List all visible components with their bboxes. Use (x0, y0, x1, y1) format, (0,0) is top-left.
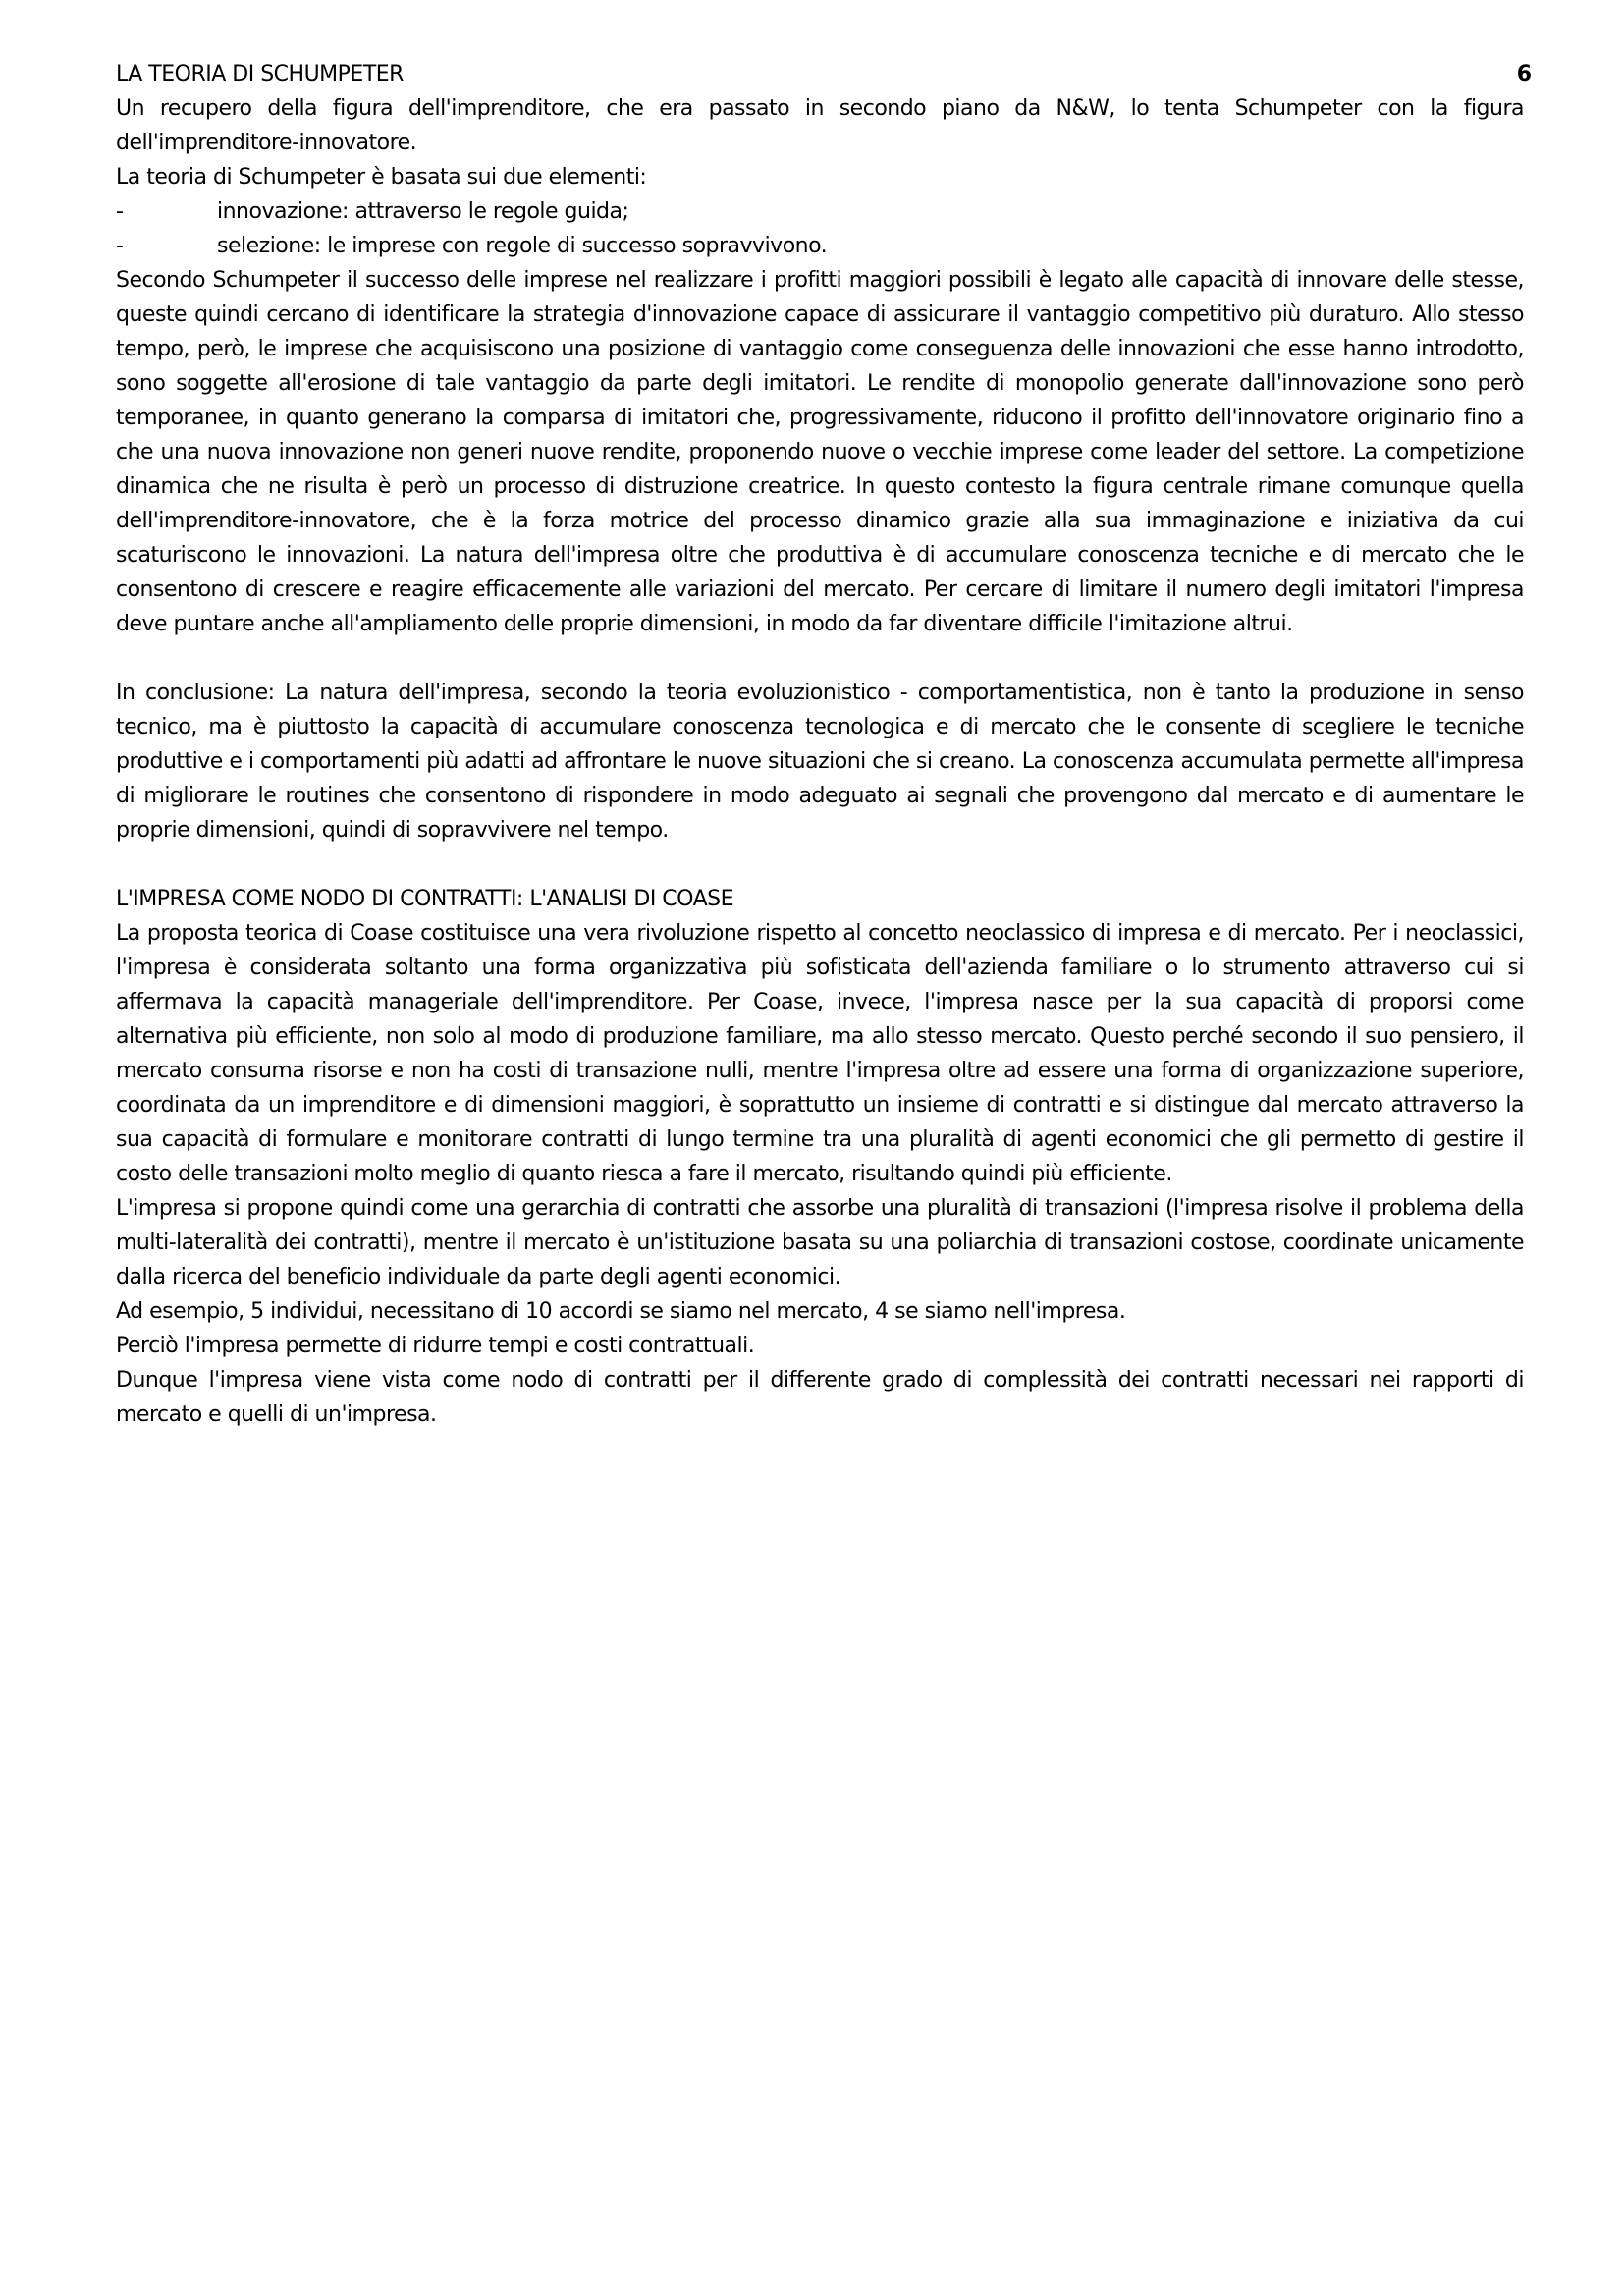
spacer (116, 641, 1524, 676)
paragraph-schumpeter-theory: Secondo Schumpeter il successo delle imprese nel realizzare i profitti maggiori possibili è legato alle capacità di innovare delle stesse, queste quindi cercano di identificare la strategia d'innovazione capace di assicurare il vantaggio competitivo più duraturo. Allo stesso tempo, però, le imprese che acquisiscono una posizione di vantaggio come conseguenza delle innovazioni che esse hanno introdotto, sono soggette all'erosione di tale vantaggio da parte degli imitatori. Le rendite di monopolio generate dall'innovazione sono però temporanee, in quanto generano la comparsa di imitatori che, progressivamente, riducono il profitto dell'innovatore originario fino a che una nuova innovazione non generi nuove rendite, proponendo nuove o vecchie imprese come leader del settore. La competizione dinamica che ne risulta è però un processo di distruzione creatrice. In questo contesto la figura centrale rimane comunque quella dell'imprenditore-innovatore, che è la forza motrice del processo dinamico grazie alla sua immaginazione e iniziativa da cui scaturiscono le innovazioni. La natura dell'impresa oltre che produttiva è di accumulare conoscenza tecniche e di mercato che le consentono di crescere e reagire efficacemente alle variazioni del mercato. Per cercare di limitare il numero degli imitatori l'impresa deve puntare anche all'ampliamento delle proprie dimensioni, in modo da far diventare difficile l'imitazione altrui. (116, 268, 1524, 636)
section-title-coase: L'IMPRESA COME NODO DI CONTRATTI: L'ANALISI DI COASE (116, 887, 734, 911)
spacer (116, 847, 1524, 882)
list-item-text: innovazione: attraverso le regole guida; (217, 199, 629, 224)
list-dash: - (116, 199, 124, 224)
paragraph-coase-proposal: La proposta teorica di Coase costituisce una vera rivoluzione rispetto al concetto neoclassico di impresa e di mercato. Per i neoclassici, l'impresa è considerata soltanto una forma organizzativa più sofisticata dell'azienda familiare o lo strumento attraverso cui si affermava la capacità manageriale dell'imprenditore. Per Coase, invece, l'impresa nasce per la sua capacità di proporsi come alternativa più efficiente, non solo al modo di produzione familiare, ma allo stesso mercato. Questo perché secondo il suo pensiero, il mercato consuma risorse e non ha costi di transazione nulli, mentre l'impresa oltre ad essere una forma di organizzazione superiore, coordinata da un imprenditore e di dimensioni maggiori, è soprattutto un insieme di contratti e si distingue dal mercato attraverso la sua capacità di formulare e monitorare contratti di lungo termine tra una pluralità di agenti economici che gli permetto di gestire il costo delle transazioni molto meglio di quanto riesca a fare il mercato, risultando quindi più efficiente. (116, 921, 1524, 1186)
header-row (116, 57, 1532, 91)
page-number: 6 (1516, 62, 1532, 86)
list-item-innovazione (116, 194, 1524, 229)
list-item-text: selezione: le imprese con regole di successo sopravvivono. (217, 234, 828, 258)
paragraph-reduce-costs: Perciò l'impresa permette di ridurre tempi e costi contrattuali. (116, 1334, 755, 1358)
document-page (116, 57, 1532, 1432)
paragraph-conclusion: In conclusione: La natura dell'impresa, secondo la teoria evoluzionistico - comportamentistica, non è tanto la produzione in senso tecnico, ma è piuttosto la capacità di accumulare conoscenza tecnologica e di mercato che le consente di scegliere le tecniche produttive e i comportamenti più adatti ad affrontare le nuove situazioni che si creano. La conoscenza accumulata permette all'impresa di migliorare le routines che consentono di rispondere in modo adeguato ai segnali che provengono dal mercato e di aumentare le proprie dimensioni, quindi di sopravvivere nel tempo. (116, 681, 1524, 843)
paragraph-intro: Un recupero della figura dell'imprenditore, che era passato in secondo piano da N&W, lo tenta Schumpeter con la figura dell'imprenditore-innovatore. (116, 96, 1524, 155)
section-title-schumpeter: LA TEORIA DI SCHUMPETER (116, 62, 404, 86)
list-dash: - (116, 234, 124, 258)
paragraph-example: Ad esempio, 5 individui, necessitano di 10 accordi se siamo nel mercato, 4 se siamo nell'impresa. (116, 1299, 1126, 1324)
paragraph-hierarchy: L'impresa si propone quindi come una gerarchia di contratti che assorbe una pluralità di transazioni (l'impresa risolve il problema della multi-lateralità dei contratti), mentre il mercato è un'istituzione basata su una poliarchia di transazioni costose, coordinate unicamente dalla ricerca del beneficio individuale da parte degli agenti economici. (116, 1196, 1524, 1289)
paragraph-node-of-contracts: Dunque l'impresa viene vista come nodo di contratti per il differente grado di complessità dei contratti necessari nei rapporti di mercato e quelli di un'impresa. (116, 1368, 1524, 1427)
paragraph-elements: La teoria di Schumpeter è basata sui due elementi: (116, 165, 647, 190)
list-item-selezione (116, 229, 1524, 263)
